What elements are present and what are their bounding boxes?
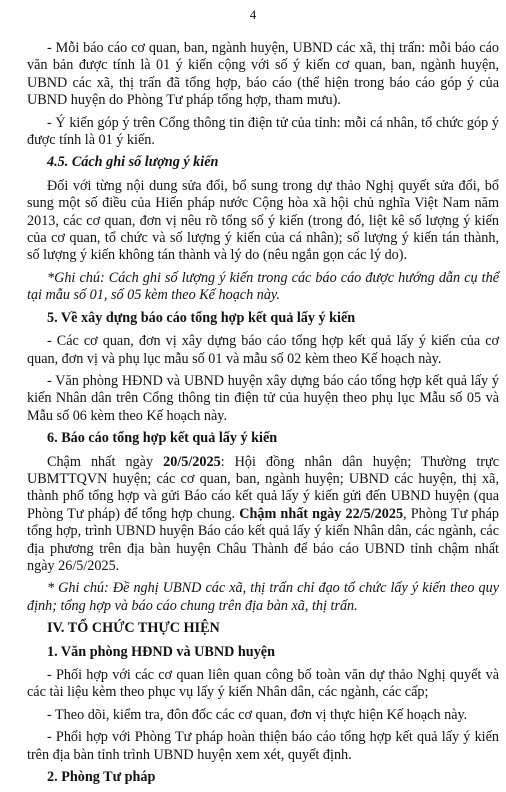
body-paragraph: - Phối hợp với các cơ quan liên quan công bố toàn văn dự thảo Nghị quyết và các tài liệu kèm theo phục vụ lấy ý kiến Nhân dân, các ngành, các cấp; (27, 667, 499, 701)
text-run: , Phòng Tư pháp tổng hợp, trình UBND huyện Báo cáo kết quả lấy ý kiến Nhân dân, các ngành, các địa phương trên địa bàn huyện Châu Thành để báo cáo UBND tỉnh chậm nhất ngày 26/5/2025. (27, 505, 499, 574)
section-heading: 6. Báo cáo tổng hợp kết quả lấy ý kiến (47, 430, 278, 447)
body-paragraph: Đối với từng nội dung sửa đổi, bổ sung trong dự thảo Nghị quyết sửa đổi, bổ sung một số điều của Hiến pháp nước Cộng hòa xã hội chủ nghĩa Việt Nam năm 2013, các cơ quan, đơn vị nêu rõ tổng số ý kiến (trong đó, liệt kê số lượng ý kiến của cơ quan, tổ chức và số lượng ý kiến của cá nhân); số lượng ý kiến tán thành, số lượng ý kiến không tán thành và lý do (nêu ngắn gọn các lý do). (27, 177, 499, 264)
note-paragraph: *Ghi chú: Cách ghi số lượng ý kiến trong các báo cáo được hướng dẫn cụ thể tại mẫu số 01, số 05 kèm theo Kế hoạch này. (27, 269, 499, 304)
section-heading: IV. TỔ CHỨC THỰC HIỆN (47, 620, 220, 637)
body-paragraph: - Phối hợp với Phòng Tư pháp hoàn thiện báo cáo tổng hợp kết quả lấy ý kiến trên địa bàn tỉnh trình UBND huyện xem xét, quyết định. (27, 729, 499, 763)
section-heading: 2. Phòng Tư pháp (47, 769, 156, 786)
body-paragraph: - Mỗi báo cáo cơ quan, ban, ngành huyện, UBND các xã, thị trấn: mỗi báo cáo văn bản được tính là 01 ý kiến cộng với số ý kiến cơ quan, ban, ngành huyện, UBND các xã, thị trấn đã tổng hợp, báo cáo (thể hiện trong báo cáo góp ý của UBND huyện do Phòng Tư pháp tổng hợp, tham mưu). (27, 40, 499, 109)
section-heading: 5. Về xây dựng báo cáo tổng hợp kết quả lấy ý kiến (47, 309, 356, 326)
bold-text: 20/5/2025 (163, 453, 221, 470)
subsection-heading: 4.5. Cách ghi số lượng ý kiến (47, 154, 219, 171)
text-run: Chậm nhất ngày (47, 453, 164, 470)
body-paragraph: - Các cơ quan, đơn vị xây dựng báo cáo tổng hợp kết quả lấy ý kiến của cơ quan, đơn vị và phụ lục mẫu số 01 và mẫu số 02 kèm theo Kế hoạch này. (27, 333, 499, 367)
section-heading: 1. Văn phòng HĐND và UBND huyện (47, 643, 275, 660)
body-paragraph: - Ý kiến góp ý trên Cổng thông tin điện tử của tỉnh: mỗi cá nhân, tổ chức góp ý được tính là 01 ý kiến. (27, 114, 499, 149)
body-paragraph: - Theo dõi, kiểm tra, đôn đốc các cơ quan, đơn vị thực hiện Kế hoạch này. (47, 706, 468, 723)
text-run: : Hội đồng nhân dân huyện; Thường trực UBMTTQVN huyện; các cơ quan, ban, ngành huyện; UBND các huyện, thị xã, thành phố tổng hợp và gửi Báo cáo kết quả lấy ý kiến gửi đến UBND huyện (qua Phòng Tư pháp) để tổng hợp chung. (27, 453, 499, 522)
body-paragraph (27, 454, 499, 576)
bold-text: Chậm nhất ngày 22/5/2025 (239, 505, 404, 522)
body-paragraph: - Văn phòng HĐND và UBND huyện xây dựng báo cáo tổng hợp kết quả lấy ý kiến Nhân dân trên Cổng thông tin điện tử của huyện theo phụ lục Mẫu số 05 và Mẫu số 06 kèm theo Kế hoạch này. (27, 372, 499, 424)
document-body (27, 40, 499, 792)
note-paragraph: * Ghi chú: Đề nghị UBND các xã, thị trấn chỉ đạo tổ chức lấy ý kiến theo quy định; tổng hợp và báo cáo chung trên địa bàn xã, thị trấn. (27, 580, 499, 614)
page-number: 4 (249, 7, 257, 22)
